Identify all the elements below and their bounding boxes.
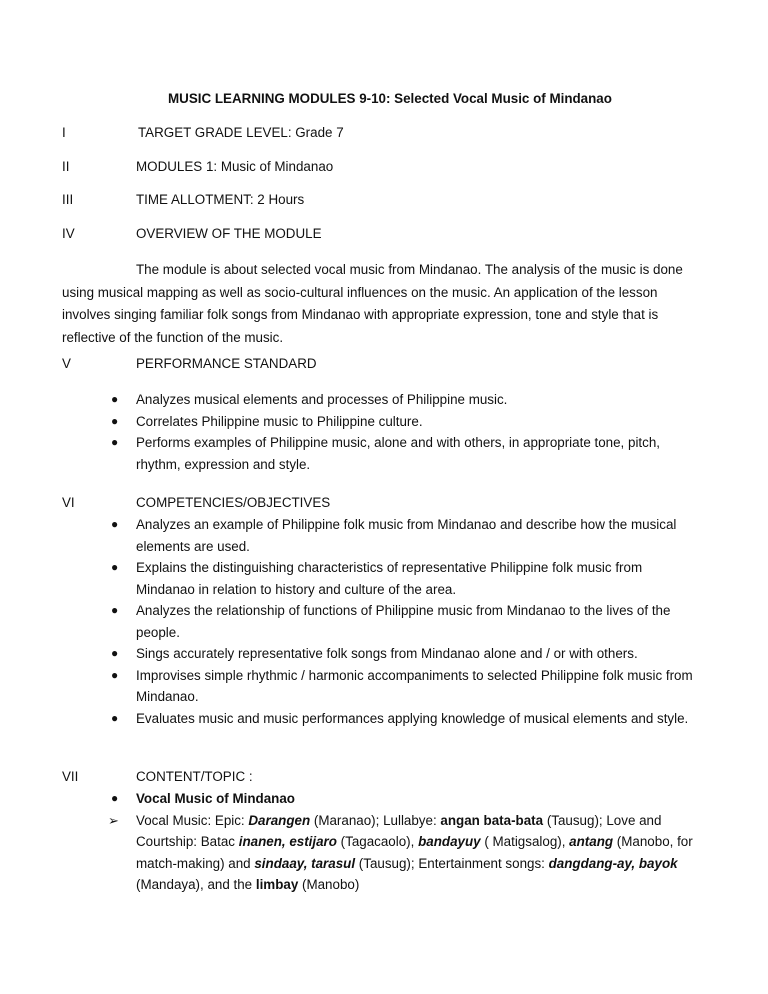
section-7-heading: CONTENT/TOPIC : [136, 769, 253, 784]
list-item: ● Analyzes an example of Philippine folk music from Mindanao and describe how the musical elements are used. [62, 514, 702, 557]
section-1-heading: TARGET GRADE LEVEL: Grade 7 [138, 125, 344, 140]
bullet-icon: ● [111, 710, 119, 725]
arrow-bullet-icon: ➢ [108, 812, 119, 828]
list-item: ● Analyzes musical elements and processes of Philippine music. [62, 389, 702, 411]
list-item [62, 788, 702, 810]
section-3-heading: TIME ALLOTMENT: 2 Hours [136, 192, 305, 207]
list-item: ● Analyzes the relationship of functions of Philippine music from Mindanao to the lives of the people. [62, 600, 702, 643]
section-5-heading: PERFORMANCE STANDARD [136, 356, 317, 371]
content-topic-list [62, 788, 702, 896]
list-item [62, 810, 702, 896]
section-2-number: II [62, 159, 70, 174]
bullet-icon: ● [111, 667, 119, 682]
section-4-number: IV [62, 226, 75, 241]
bullet-icon: ● [111, 560, 119, 574]
content-heading: Vocal Music of Mindanao [136, 791, 295, 806]
bullet-icon: ● [111, 791, 119, 805]
section-6-number: VI [62, 495, 75, 510]
list-item: ● Explains the distinguishing characteristics of representative Philippine folk music from Mindanao in relation to history and culture of the area. [62, 557, 702, 600]
document-title: MUSIC LEARNING MODULES 9-10: Selected Vocal Music of Mindanao [168, 91, 612, 106]
overview-paragraph: The module is about selected vocal music from Mindanao. The analysis of the music is done using musical mapping as well as socio-cultural influences on the music. An application of the lesson involves singing familiar folk songs from Mindanao with appropriate expression, tone and style that is reflective of the function of the music. [62, 262, 683, 345]
competencies-list [62, 514, 702, 729]
section-1-number: I [62, 125, 66, 140]
list-item: ● Evaluates music and music performances applying knowledge of musical elements and style. [62, 708, 702, 730]
bullet-icon: ● [111, 413, 119, 428]
list-item: ● Performs examples of Philippine music, alone and with others, in appropriate tone, pitch, rhythm, expression and style. [62, 432, 702, 475]
bullet-icon: ● [111, 392, 119, 406]
performance-standard-list [62, 389, 702, 475]
bullet-icon: ● [111, 517, 119, 531]
bullet-icon: ● [111, 646, 119, 660]
section-2-heading: MODULES 1: Music of Mindanao [136, 159, 334, 174]
vocal-music-description: Vocal Music: Epic: Darangen (Maranao); Lullabye: angan bata-bata (Tausug); Love and Courtship: Batac inanen, estijaro (Tagacaolo), bandayuy ( Matigsalog), antang (Manobo, for match-making) and sindaay, tarasul (Tausug); Entertainment songs: dangdang-ay, bayok (Mandaya), and the limbay (Manobo) [136, 812, 693, 892]
section-3-number: III [62, 192, 74, 207]
bullet-icon: ● [111, 435, 119, 449]
list-item: ● Sings accurately representative folk songs from Mindanao alone and / or with others. [62, 643, 702, 665]
section-6-heading: COMPETENCIES/OBJECTIVES [136, 495, 331, 510]
bullet-icon: ● [111, 603, 119, 617]
section-7-number: VII [62, 769, 79, 784]
list-item: ● Correlates Philippine music to Philippine culture. [62, 411, 702, 433]
list-item: ● Improvises simple rhythmic / harmonic accompaniments to selected Philippine folk music from Mindanao. [62, 665, 702, 708]
section-5-number: V [62, 356, 71, 371]
section-4-heading: OVERVIEW OF THE MODULE [136, 226, 322, 241]
